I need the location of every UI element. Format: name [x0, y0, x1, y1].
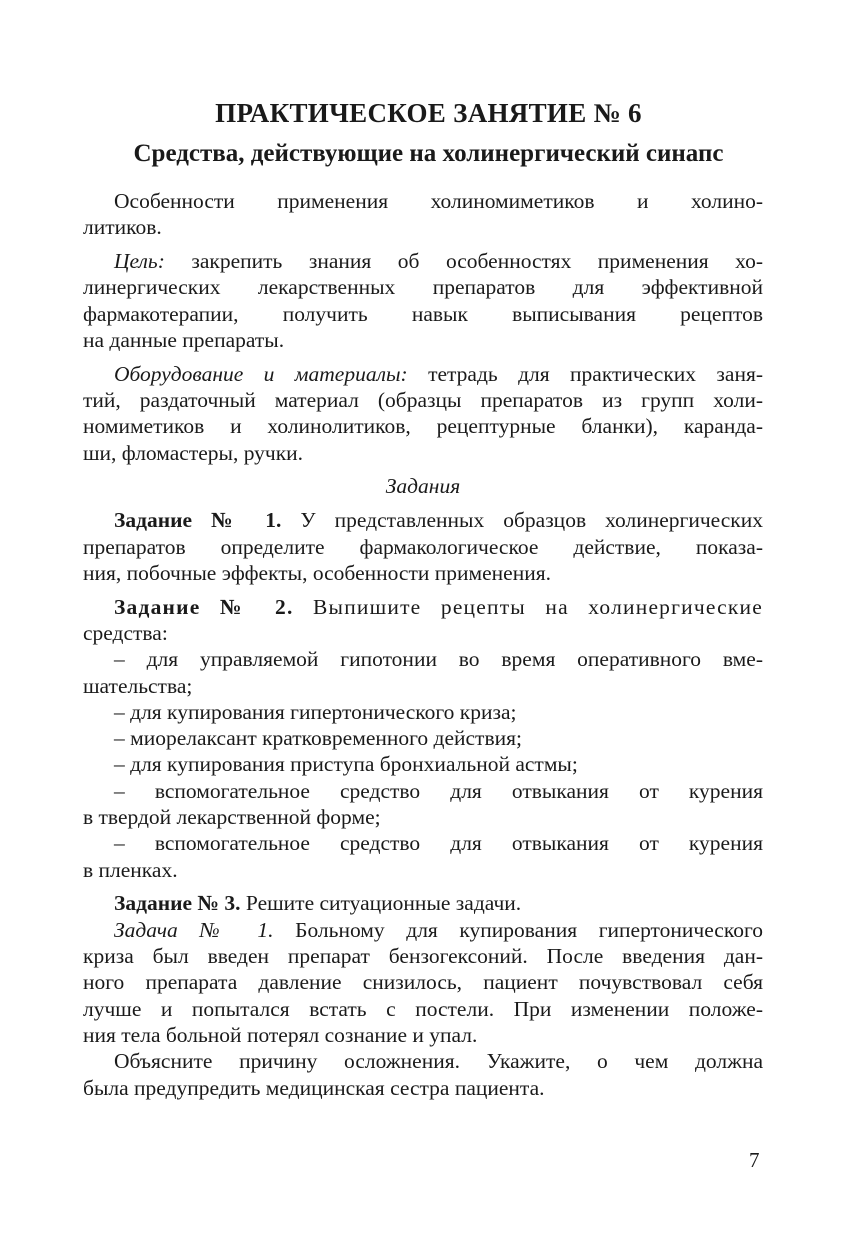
paragraph [83, 188, 763, 241]
text-line: – вспомогательное средство для отвыкания от курения [114, 778, 763, 803]
italic-label: Задача № 1. [114, 917, 274, 942]
text-line: линергических лекарственных препаратов для эффективной [83, 275, 763, 300]
text-line: ного препарата давление снизилось, пациент почувствовал себя [83, 970, 763, 995]
text-line: в твердой лекарственной форме; [83, 805, 381, 830]
text-line: Задача № 1. Больному для купирования гипертонического [114, 917, 763, 942]
text-line: фармакотерапии, получить навык выписывания рецептов [83, 301, 763, 326]
text-line: Задание № 1. У представленных образцов холинергических [114, 508, 763, 533]
text-line: Задание № 2. Выпишите рецепты на холинергические [114, 594, 763, 619]
text-line: – вспомогательное средство для отвыкания от курения [114, 831, 763, 856]
italic-label: Цель: [114, 249, 165, 274]
text-line: – для управляемой гипотонии во время оперативного вме- [114, 647, 763, 672]
text-line: криза был введен препарат бензогексоний. После введения дан- [83, 944, 763, 969]
text-line: Объясните причину осложнения. Укажите, о чем должна [114, 1049, 763, 1074]
text-line: была предупредить медицинская сестра пациента. [83, 1075, 545, 1100]
text-line: Цель: закрепить знания об особенностях применения хо- [114, 249, 763, 274]
text-line: ния, побочные эффекты, особенности применения. [83, 560, 551, 585]
text-line: номиметиков и холинолитиков, рецептурные бланки), каранда- [83, 414, 763, 439]
paragraph [83, 699, 763, 725]
paragraph [83, 890, 763, 916]
paragraph [83, 594, 763, 647]
text-line: тий, раздаточный материал (образцы препаратов из групп холи- [83, 388, 763, 413]
paragraph [83, 778, 763, 831]
text-line: – миорелаксант кратковременного действия; [114, 726, 522, 751]
task-label: Задание № 2. [114, 594, 294, 619]
paragraph [83, 725, 763, 751]
text-line: ния тела больной потерял сознание и упал. [83, 1022, 478, 1047]
paragraph [83, 751, 763, 777]
italic-label: Оборудование и материалы: [114, 361, 408, 386]
text-line: лучше и попытался встать с постели. При изменении положе- [83, 996, 763, 1021]
paragraph [83, 1048, 763, 1101]
text-line: – для купирования приступа бронхиальной астмы; [114, 752, 578, 777]
text-line: в пленках. [83, 857, 178, 882]
section-heading [83, 473, 763, 499]
text-line: на данные препараты. [83, 327, 285, 352]
text-line: Задания [385, 474, 461, 499]
text-line: препаратов определите фармакологическое действие, показа- [83, 534, 763, 559]
text-line: – для купирования гипертонического криза; [114, 699, 517, 724]
paragraph [83, 917, 763, 1048]
paragraph [83, 248, 763, 353]
text-line: средства: [83, 620, 168, 645]
task-label: Задание № 3. [114, 891, 241, 916]
text-line: Особенности применения холиномиметиков и холино- [114, 189, 763, 213]
text-line: литиков. [83, 215, 162, 240]
page-title: ПРАКТИЧЕСКОЕ ЗАНЯТИЕ № 6 [215, 98, 642, 128]
text-line: ши, фломастеры, ручки. [83, 440, 304, 465]
text-line: шательства; [83, 673, 193, 698]
paragraph [83, 361, 763, 466]
text-line: Задание № 3. Решите ситуационные задачи. [114, 891, 522, 916]
paragraph [83, 507, 763, 586]
text-line: Оборудование и материалы: тетрадь для практических заня- [114, 361, 763, 386]
task-label: Задание № 1. [114, 508, 282, 533]
paragraph [83, 830, 763, 883]
paragraph [83, 646, 763, 699]
page-number: 7 [749, 1148, 760, 1172]
section-subtitle: Средства, действующие на холинергический синапс [133, 140, 724, 167]
body-text [83, 188, 763, 1101]
